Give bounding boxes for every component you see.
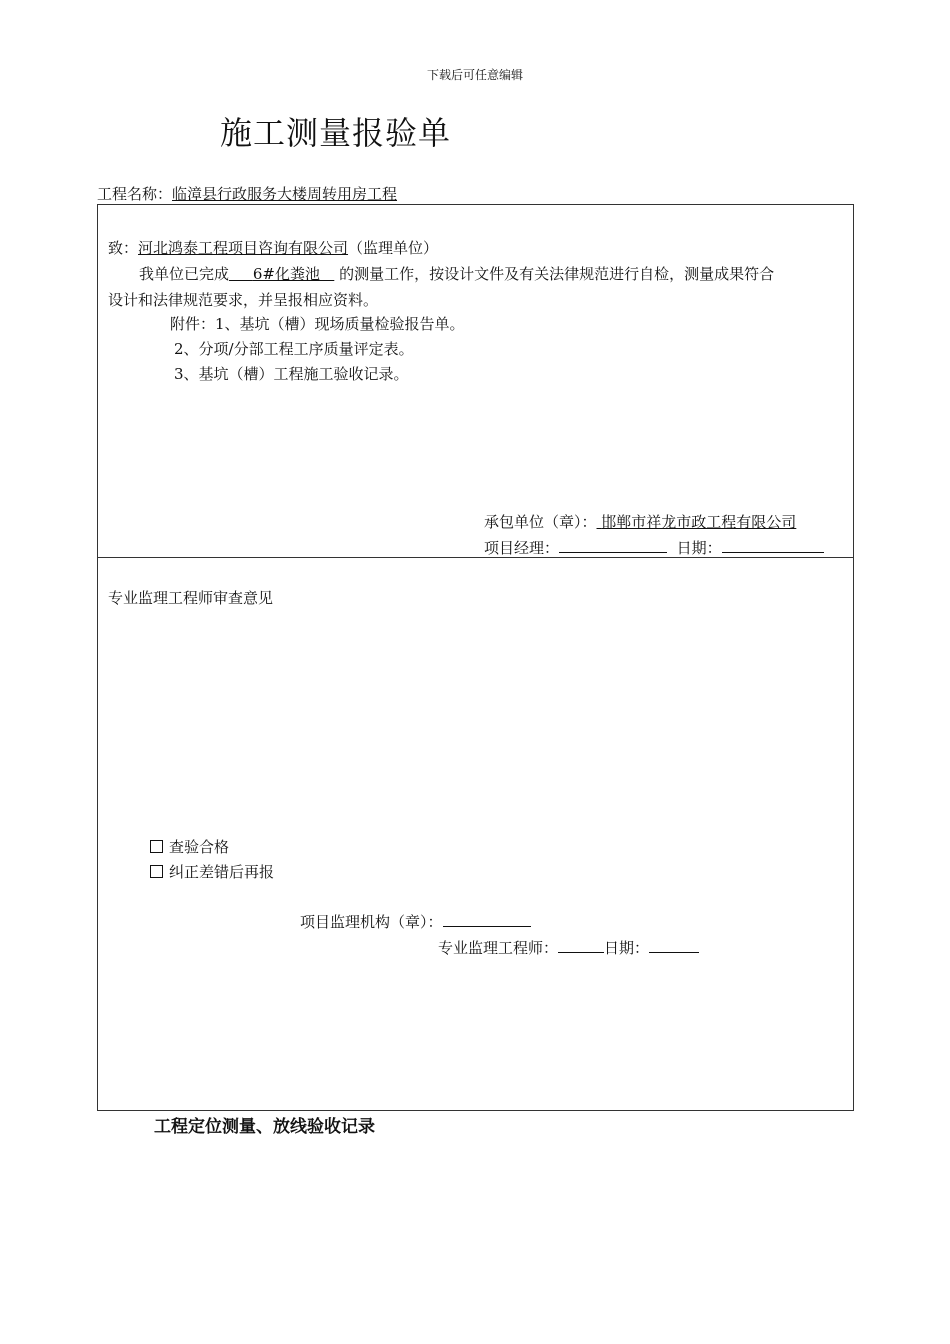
supervisor-company: 河北鸿泰工程项目咨询有限公司 [138, 239, 349, 257]
manager-date-label: 日期： [676, 539, 722, 557]
manager-line [484, 537, 824, 558]
project-name-line [97, 183, 397, 204]
manager-label: 项目经理： [484, 539, 560, 557]
next-section-title: 工程定位测量、放线验收记录 [154, 1117, 375, 1137]
body-line-2: 设计和法律规范要求，并呈报相应资料。 [108, 291, 379, 309]
supervision-org-line [300, 911, 531, 932]
page-title: 施工测量报验单 [220, 114, 452, 152]
work-item [229, 265, 334, 283]
project-name-label: 工程名称： [97, 185, 173, 203]
option-approved[interactable] [150, 836, 229, 857]
contractor-name-text: 邯郸市祥龙市政工程有限公司 [601, 513, 797, 531]
option-correct-resubmit-label: 纠正差错后再报 [169, 863, 275, 881]
body-prefix: 我单位已完成 [139, 265, 230, 283]
review-heading: 专业监理工程师审查意见 [108, 589, 274, 607]
engineer-date-blank[interactable] [649, 938, 699, 953]
checkbox-correct-resubmit[interactable] [150, 865, 163, 878]
engineer-label: 专业监理工程师： [438, 939, 559, 957]
engineer-date-label: 日期： [604, 939, 650, 957]
contractor-label: 承包单位（章）： [484, 513, 597, 531]
work-item-text: 6#化粪池 [252, 265, 320, 283]
engineer-signature-blank[interactable] [558, 938, 604, 953]
body-line-1 [139, 263, 774, 284]
supervisor-suffix: （监理单位） [348, 239, 439, 257]
addressee-label: 致： [108, 239, 139, 257]
option-approved-label: 查验合格 [169, 838, 230, 856]
attachment-3: 3、基坑（槽）工程施工验收记录。 [174, 365, 409, 383]
manager-date-blank[interactable] [722, 538, 824, 553]
supervision-org-blank[interactable] [443, 912, 531, 927]
body-suffix: 的测量工作，按设计文件及有关法律规范进行自检，测量成果符合 [339, 265, 775, 283]
engineer-line [438, 937, 699, 958]
header-note: 下载后可任意编辑 [426, 68, 523, 82]
submission-section [97, 204, 854, 558]
checkbox-approved[interactable] [150, 840, 163, 853]
manager-signature-blank[interactable] [559, 538, 667, 553]
project-name-value: 临漳县行政服务大楼周转用房工程 [172, 185, 398, 203]
supervision-org-label: 项目监理机构（章）： [300, 913, 443, 931]
contractor-name [597, 513, 797, 531]
contractor-line [484, 511, 796, 532]
attachment-2: 2、分项/分部工程工序质量评定表。 [174, 340, 414, 358]
review-section [97, 557, 854, 1111]
addressee-line [108, 237, 438, 258]
option-correct-resubmit[interactable] [150, 861, 274, 882]
attachment-1: 附件：1、基坑（槽）现场质量检验报告单。 [170, 315, 465, 333]
